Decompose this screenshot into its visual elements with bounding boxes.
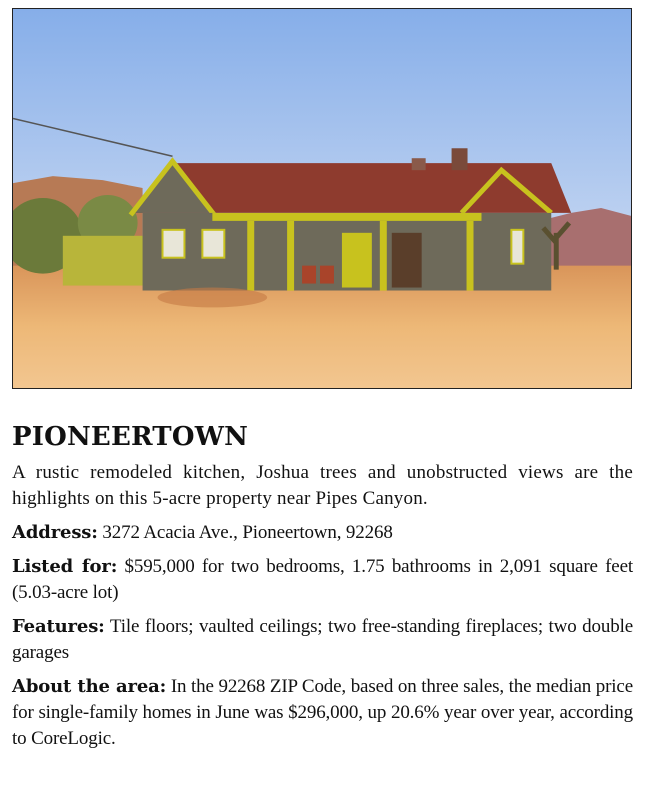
- chimney: [452, 148, 468, 170]
- listed-paragraph: [12, 554, 633, 606]
- porch-post: [287, 221, 294, 291]
- garage-door: [392, 233, 422, 288]
- window: [202, 230, 224, 258]
- features-label: Features:: [12, 616, 105, 637]
- address-label: Address:: [12, 522, 98, 543]
- rocks: [158, 288, 268, 308]
- listed-text: $595,000 for two bedrooms, 1.75 bathrooms in 2,091 square feet (5.03-acre lot): [12, 556, 633, 603]
- features-paragraph: [12, 614, 633, 666]
- porch-beam: [212, 213, 481, 221]
- listed-label: Listed for:: [12, 556, 118, 577]
- window: [163, 230, 185, 258]
- porch-post: [247, 221, 254, 291]
- headline: PIONEERTOWN: [12, 422, 249, 452]
- listing-article: [12, 420, 633, 760]
- area-paragraph: [12, 674, 633, 752]
- porch-post: [467, 221, 474, 291]
- porch-post: [380, 221, 387, 291]
- chair: [302, 266, 316, 284]
- front-door: [342, 233, 372, 288]
- area-label: About the area:: [12, 676, 167, 697]
- features-text: Tile floors; vaulted ceilings; two free-standing fireplaces; two double garages: [12, 616, 633, 663]
- chair: [320, 266, 334, 284]
- house-photo-illustration: [13, 9, 631, 388]
- area-text: In the 92268 ZIP Code, based on three sales, the median price for single-family homes in June was $296,000, up 20.6% year over year, according to CoreLogic.: [12, 676, 633, 749]
- intro-paragraph: A rustic remodeled kitchen, Joshua trees and unobstructed views are the highlights on this 5-acre property near Pipes Canyon.: [12, 462, 633, 509]
- fence: [63, 236, 153, 286]
- address-text: 3272 Acacia Ave., Pioneertown, 92268: [97, 522, 393, 543]
- address-paragraph: [12, 520, 633, 546]
- chimney: [412, 158, 426, 170]
- house-photo: [12, 8, 632, 389]
- window: [511, 230, 523, 264]
